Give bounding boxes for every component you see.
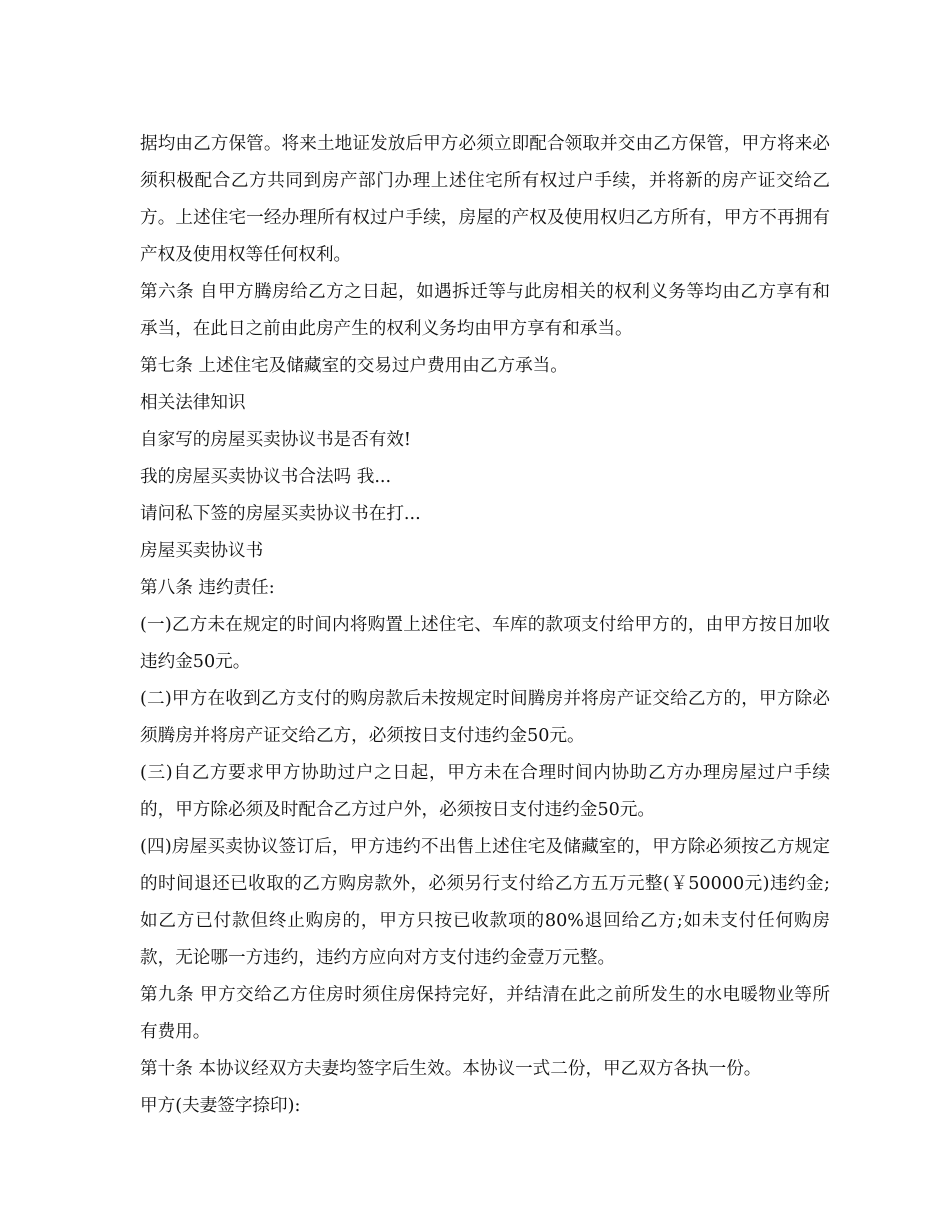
paragraph-transfer-obligations: 据均由乙方保管。将来土地证发放后甲方必须立即配合领取并交由乙方保管，甲方将来必须积极配合乙方共同到房产部门办理上述住宅所有权过户手续，并将新的房产证交给乙方。上述住宅一经办理所有权过户手续，房屋的产权及使用权归乙方所有，甲方不再拥有产权及使用权等任何权利。 (140, 134, 830, 265)
related-link-2: 我的房屋买卖协议书合法吗 我... (140, 467, 392, 487)
agreement-title: 房屋买卖协议书 (140, 541, 264, 561)
paragraph-article-7: 第七条 上述住宅及储藏室的交易过户费用由乙方承当。 (140, 356, 568, 376)
paragraph-article-8-clause-4: (四)房屋买卖协议签订后，甲方违约不出售上述住宅及储藏室的，甲方除必须按乙方规定的时间退还已收取的乙方购房款外，必须另行支付给乙方五万元整(￥50000元)违约金;如乙方已付款但终止购房的，甲方只按已收款项的80%退回给乙方;如未支付任何购房款，无论哪一方违约，违约方应向对方支付违约金壹万元整。 (140, 837, 830, 968)
paragraph-article-9: 第九条 甲方交给乙方住房时须住房保持完好，并结清在此之前所发生的水电暖物业等所有费用。 (140, 985, 830, 1042)
paragraph-article-8-clause-1: (一)乙方未在规定的时间内将购置上述住宅、车库的款项支付给甲方的，由甲方按日加收违约金50元。 (140, 615, 830, 672)
document-body (140, 126, 830, 1125)
paragraph-article-8-clause-2: (二)甲方在收到乙方支付的购房款后未按规定时间腾房并将房产证交给乙方的，甲方除必须腾房并将房产证交给乙方，必须按日支付违约金50元。 (140, 689, 830, 746)
paragraph-article-10: 第十条 本协议经双方夫妻均签字后生效。本协议一式二份，甲乙双方各执一份。 (140, 1059, 762, 1079)
party-a-signature-line: 甲方(夫妻签字捺印): (140, 1096, 301, 1116)
related-legal-knowledge-heading: 相关法律知识 (140, 393, 246, 413)
related-link-1: 自家写的房屋买卖协议书是否有效! (140, 430, 411, 450)
paragraph-article-8-clause-3: (三)自乙方要求甲方协助过户之日起，甲方未在合理时间内协助乙方办理房屋过户手续的，甲方除必须及时配合乙方过户外，必须按日支付违约金50元。 (140, 763, 830, 820)
paragraph-article-8-heading: 第八条 违约责任: (140, 578, 275, 598)
related-link-3: 请问私下签的房屋买卖协议书在打... (140, 504, 421, 524)
paragraph-article-6: 第六条 自甲方腾房给乙方之日起，如遇拆迁等与此房相关的权利义务等均由乙方享有和承当，在此日之前由此房产生的权利义务均由甲方享有和承当。 (140, 282, 830, 339)
